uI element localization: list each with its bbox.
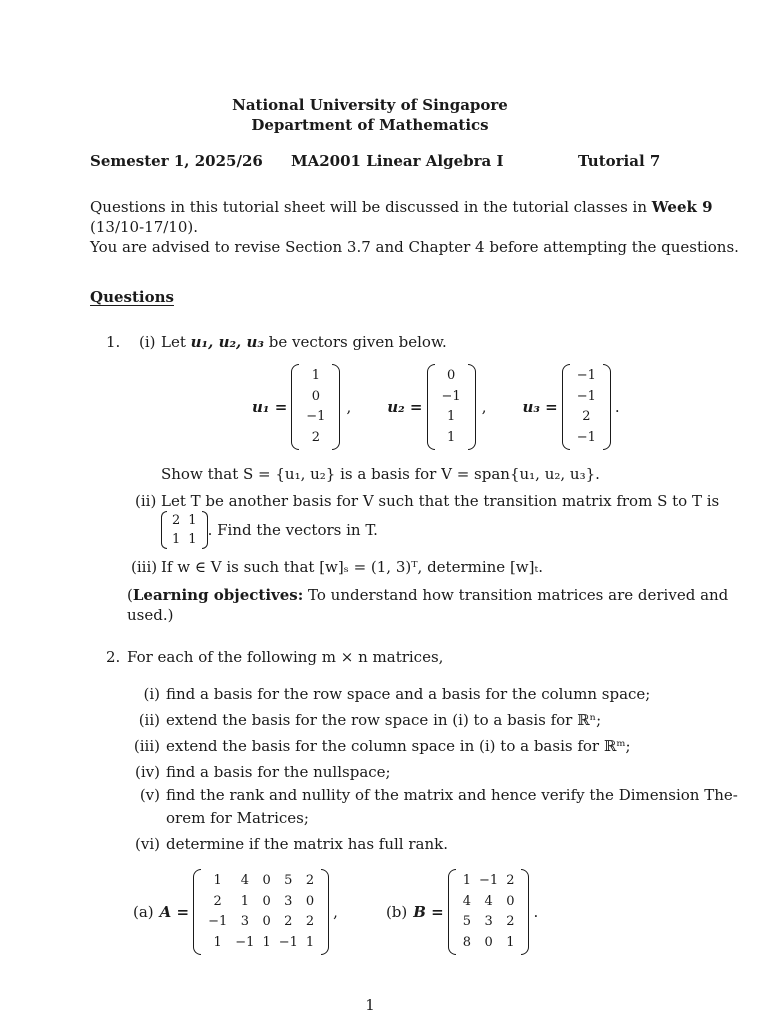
list-item-label: (v)	[139, 786, 160, 804]
matrix-entry: 0	[305, 893, 315, 909]
q1-learning-objectives	[127, 585, 728, 605]
matrix-entry: −1	[479, 873, 499, 888]
lo-text-1: To understand how transition matrices are derived and	[308, 586, 729, 604]
b-label: (b)	[385, 903, 408, 921]
list-item-text: find a basis for the nullspace;	[166, 763, 391, 781]
u3-entry: −1	[576, 368, 596, 383]
q1-i-text	[161, 332, 447, 352]
u2-sep: ,	[481, 398, 487, 416]
q1-show-text: Show that S = {u₁, u₂} is a basis for V = span{u₁, u₂, u₃}.	[161, 465, 600, 483]
list-item-text: find a basis for the row space and a basis for the column space;	[166, 685, 651, 703]
intro-line-1-text: Questions in this tutorial sheet will be discussed in the tutorial classes in	[90, 198, 647, 216]
matrix-entry: 2	[305, 914, 315, 929]
u2-entry: 0	[446, 368, 456, 383]
list-item	[120, 707, 738, 733]
u2-entry: 1	[446, 409, 456, 424]
lo-label: Learning objectives:	[132, 586, 304, 604]
page-number: 1	[365, 996, 375, 1014]
matrix-entry: 0	[262, 893, 271, 909]
matrix-entry: 4	[484, 893, 493, 909]
u3-entry: −1	[576, 429, 596, 445]
list-item-text: extend the basis for the row space in (i) to a basis for ℝⁿ;	[166, 711, 602, 729]
q1-i-rest: be vectors given below.	[268, 333, 447, 351]
q1-ii-text: Let T be another basis for V such that the transition matrix from S to T is	[161, 492, 720, 510]
matrix-entry: 1	[262, 934, 271, 950]
list-item-text: orem for Matrices;	[166, 809, 309, 827]
q1-number: 1.	[106, 333, 121, 351]
q1-i-vectors: u₁, u₂, u₃	[190, 333, 264, 351]
matrix-entry: 5	[284, 873, 293, 888]
u2-entry: −1	[441, 388, 461, 404]
u1-label: u₁ =	[252, 398, 288, 416]
u3-entry: −1	[576, 388, 596, 404]
q1-ii-line2	[161, 511, 378, 549]
transition-entry: 2	[172, 513, 181, 528]
right-parenthesis	[468, 364, 476, 450]
matrix-b	[448, 869, 530, 955]
matrix-entry: 2	[305, 873, 315, 888]
b-name: B =	[413, 903, 444, 921]
left-parenthesis	[448, 869, 456, 955]
u1-vector	[291, 364, 340, 450]
list-item	[120, 785, 738, 805]
matrix-entry: 0	[262, 914, 271, 929]
u2-entry: 1	[446, 429, 456, 445]
list-item-label: (i)	[143, 685, 160, 703]
u1-sep: ,	[346, 398, 352, 416]
b-end: .	[533, 903, 539, 921]
a-name: A =	[159, 903, 190, 921]
right-parenthesis	[321, 869, 329, 955]
q1-vector-row	[252, 364, 620, 450]
matrix-entry: 2	[506, 873, 515, 888]
list-item-text: extend the basis for the column space in (i) to a basis for ℝᵐ;	[166, 737, 631, 755]
left-parenthesis	[193, 869, 201, 955]
matrix-entry: 0	[484, 934, 493, 950]
q1-i-label: (i)	[139, 333, 156, 351]
matrix-entry: 5	[462, 914, 472, 929]
university-name: National University of Singapore	[232, 96, 508, 114]
matrix-entry: 1	[240, 893, 249, 909]
matrix-a	[193, 869, 329, 955]
matrix-entry: −1	[208, 914, 228, 929]
left-parenthesis	[427, 364, 435, 450]
u1-entry: −1	[306, 409, 326, 424]
list-item-label: (ii)	[138, 711, 160, 729]
u3-entry: 2	[582, 409, 591, 424]
u2-label: u₂ =	[387, 398, 423, 416]
list-item-text: find the rank and nullity of the matrix and hence verify the Dimension The-	[166, 786, 738, 804]
matrix-entry: 3	[240, 914, 249, 929]
tutorial-label: Tutorial 7	[578, 152, 661, 170]
list-item-label: (iv)	[135, 763, 160, 781]
q1-iii-label: (iii)	[131, 558, 158, 576]
matrix-entry: 0	[262, 873, 271, 888]
list-item	[120, 681, 738, 707]
q1-ii-text2: . Find the vectors in T.	[207, 521, 378, 539]
matrix-entry: −1	[278, 934, 298, 950]
lo-text-2: used.)	[127, 606, 174, 624]
transition-entry: 1	[188, 513, 197, 528]
matrix-entry: 8	[462, 934, 472, 950]
transition-entry: 1	[172, 532, 181, 547]
matrix-entry: 2	[506, 914, 515, 929]
matrix-entry: 1	[213, 873, 222, 888]
u3-end: .	[614, 398, 620, 416]
u1-entry: 1	[311, 368, 320, 383]
left-parenthesis	[562, 364, 570, 450]
right-parenthesis	[603, 364, 611, 450]
matrix-entry: 2	[213, 893, 222, 909]
right-parenthesis	[521, 869, 529, 955]
department-name: Department of Mathematics	[251, 116, 489, 134]
list-item	[120, 831, 738, 857]
matrix-entry: 3	[484, 914, 493, 929]
list-item-label: (iii)	[133, 737, 160, 755]
matrix-entry: 4	[240, 873, 249, 888]
q2-matrices-row	[133, 869, 538, 955]
u3-vector	[562, 364, 611, 450]
a-sep: ,	[333, 903, 338, 921]
questions-heading: Questions	[90, 288, 174, 306]
list-item-text: determine if the matrix has full rank.	[166, 835, 448, 853]
matrix-entry: 4	[462, 893, 472, 909]
transition-matrix	[161, 511, 208, 549]
q1-ii-label: (ii)	[135, 492, 157, 510]
transition-entry: 1	[188, 532, 197, 547]
q1-iii-text: If w ∈ V is such that [w]ₛ = (1, 3)ᵀ, determine [w]ₜ.	[161, 558, 543, 576]
list-item	[120, 759, 738, 785]
matrix-entry: 2	[284, 914, 293, 929]
matrix-entry: 0	[506, 893, 515, 909]
q1-i-let: Let	[161, 333, 186, 351]
intro-line-3: You are advised to revise Section 3.7 and Chapter 4 before attempting the questions.	[90, 238, 739, 256]
right-parenthesis	[332, 364, 340, 450]
matrix-entry: −1	[235, 934, 255, 950]
intro-line-1	[90, 197, 713, 217]
semester-label: Semester 1, 2025/26	[90, 152, 263, 170]
a-label: (a)	[133, 903, 154, 921]
q2-intro: For each of the following m × n matrices,	[127, 648, 444, 666]
u3-label: u₃ =	[522, 398, 558, 416]
course-label: MA2001 Linear Algebra I	[291, 152, 504, 170]
q2-number: 2.	[106, 648, 121, 666]
u1-entry: 0	[311, 388, 320, 404]
u2-vector	[427, 364, 476, 450]
matrix-entry: 1	[305, 934, 315, 950]
list-item	[120, 805, 738, 831]
lo-open: (	[127, 586, 133, 604]
intro-week: Week 9	[651, 198, 713, 216]
intro-line-2: (13/10-17/10).	[90, 218, 198, 236]
matrix-entry: 1	[462, 873, 472, 888]
q2-items-list	[120, 681, 738, 857]
matrix-entry: 1	[506, 934, 515, 950]
list-item	[120, 733, 738, 759]
left-parenthesis	[291, 364, 299, 450]
list-item-label: (vi)	[135, 835, 160, 853]
matrix-entry: 3	[284, 893, 293, 909]
matrix-entry: 1	[213, 934, 222, 950]
u1-entry: 2	[311, 429, 320, 445]
